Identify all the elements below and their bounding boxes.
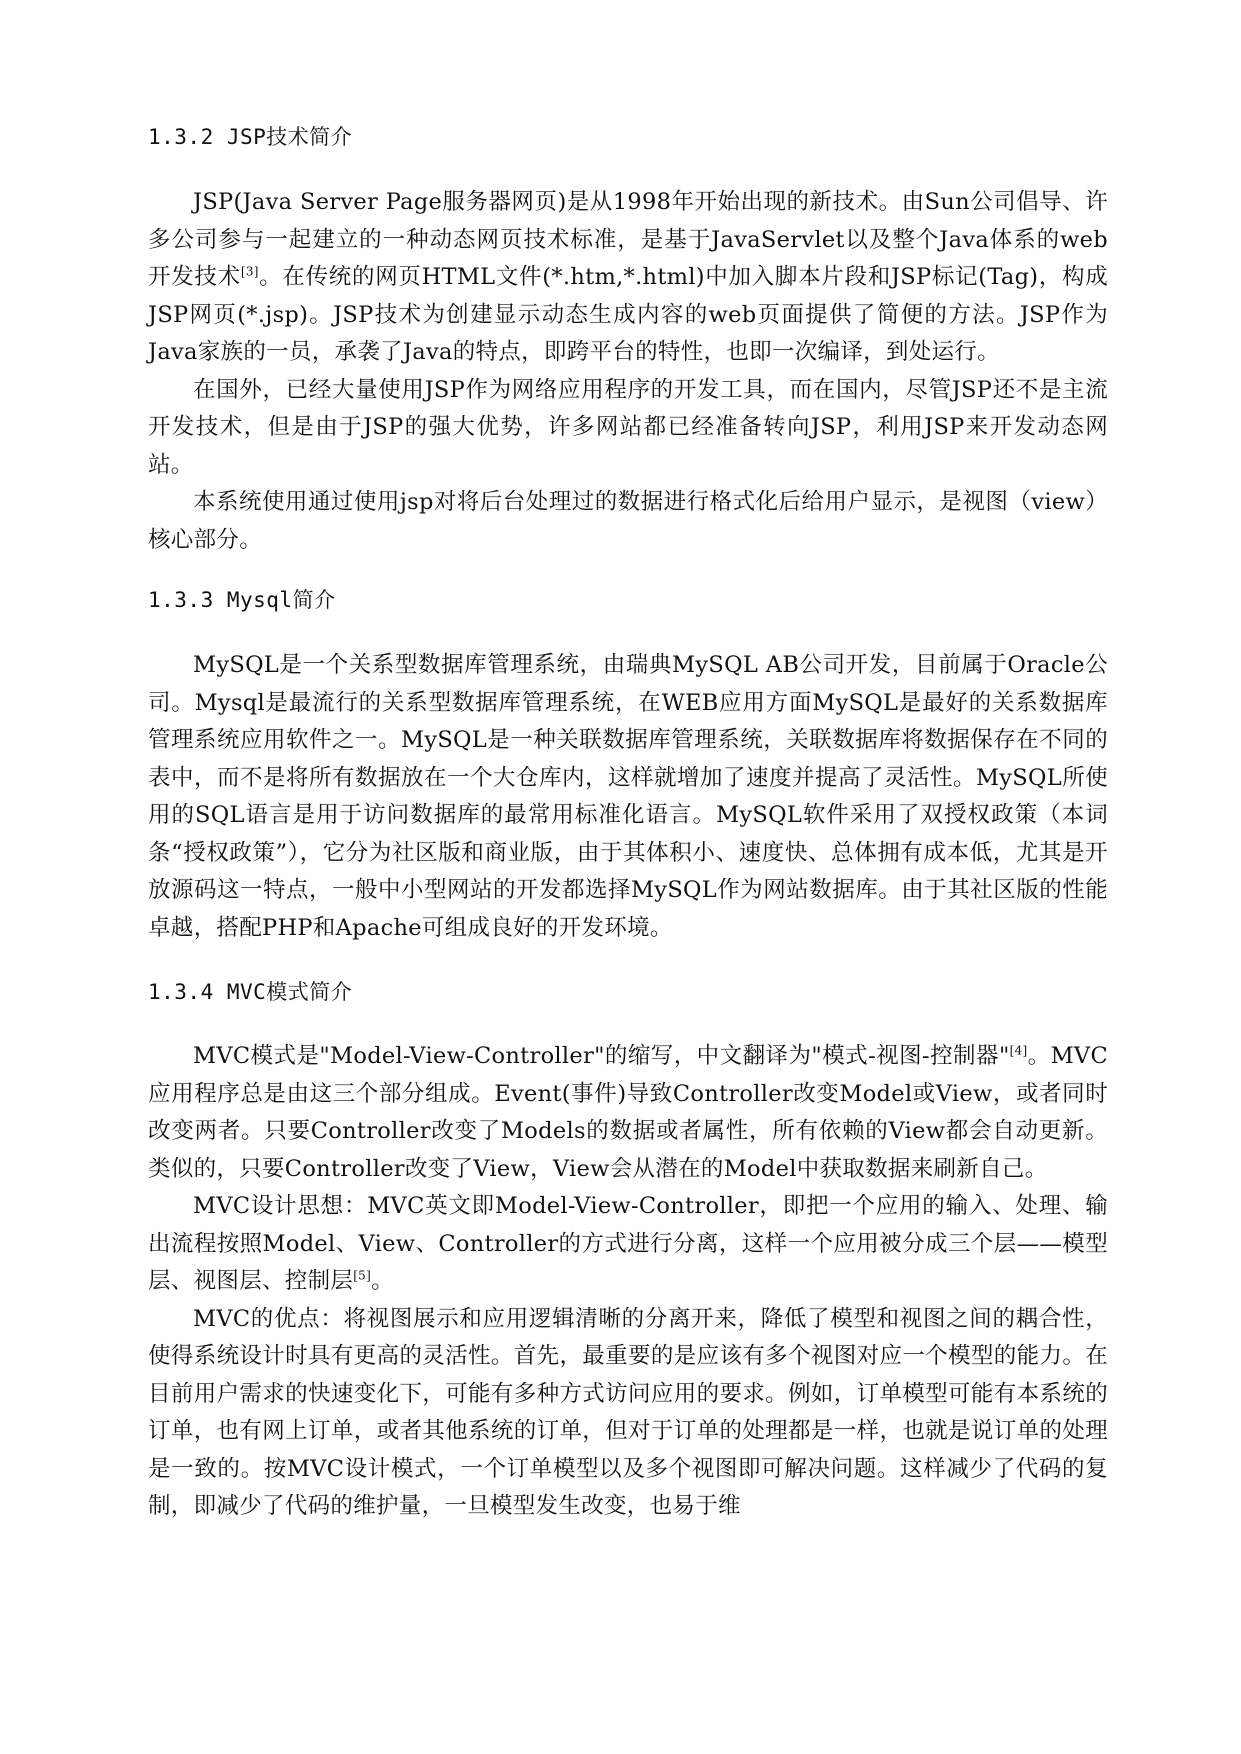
citation-ref: [5] — [353, 1268, 372, 1283]
section-heading-mvc: 1.3.4 MVC模式简介 — [148, 980, 353, 1004]
paragraph-jsp-usage — [148, 372, 1108, 485]
paragraph-mysql — [148, 647, 1108, 947]
text-run: MVC模式是"Model-View-Controller"的缩写，中文翻译为"模式-视图-控制器" — [193, 1043, 1010, 1069]
document-page — [148, 122, 1108, 1526]
text-run: 。在传统的网页HTML文件(*.htm,*.html)中加入脚本片段和JSP标记(Tag)，构成JSP网页(*.jsp)。JSP技术为创建显示动态生成内容的web页面提供了简便的方法。JSP作为Java家族的一员，承袭了Java的特点，即跨平台的特性，也即一次编译，到处运行。 — [148, 264, 1109, 365]
text-run: 在国外，已经大量使用JSP作为网络应用程序的开发工具，而在国内，尽管JSP还不是主流开发技术，但是由于JSP的强大优势，许多网站都已经准备转向JSP，利用JSP来开发动态网站。 — [148, 376, 1108, 478]
paragraph-mvc-advantages — [148, 1301, 1108, 1526]
text-run: MVC的优点：将视图展示和应用逻辑清晰的分离开来，降低了模型和视图之间的耦合性，使得系统设计时具有更高的灵活性。首先，最重要的是应该有多个视图对应一个模型的能力。在目前用户需求的快速变化下，可能有多种方式访问应用的要求。例如，订单模型可能有本系统的订单，也有网上订单，或者其他系统的订单，但对于订单的处理都是一样，也就是说订单的处理是一致的。按MVC设计模式，一个订单模型以及多个视图即可解决问题。这样减少了代码的复制，即减少了代码的维护量，一旦模型发生改变，也易于维 — [148, 1305, 1108, 1519]
paragraph-mvc-intro — [148, 1038, 1108, 1188]
text-run: 本系统使用通过使用jsp对将后台处理过的数据进行格式化后给用户显示，是视图（view）核心部分。 — [148, 489, 1108, 553]
section-heading-jsp: 1.3.2 JSP技术简介 — [148, 125, 353, 149]
paragraph-mvc-design — [148, 1188, 1108, 1301]
text-run: 。 — [371, 1268, 394, 1294]
text-run: MySQL是一个关系型数据库管理系统，由瑞典MySQL AB公司开发，目前属于Oracle公司。Mysql是最流行的关系型数据库管理系统，在WEB应用方面MySQL是最好的关系数据库管理系统应用软件之一。MySQL是一种关联数据库管理系统，关联数据库将数据保存在不同的表中，而不是将所有数据放在一个大仓库内，这样就增加了速度并提高了灵活性。MySQL所使用的SQL语言是用于访问数据库的最常用标准化语言。MySQL软件采用了双授权政策（本词条“授权政策”），它分为社区版和商业版，由于其体积小、速度快、总体拥有成本低，尤其是开放源码这一特点，一般中小型网站的开发都选择MySQL作为网站数据库。由于其社区版的性能卓越，搭配PHP和Apache可组成良好的开发环境。 — [148, 652, 1108, 941]
text-run: MVC设计思想：MVC英文即Model-View-Controller，即把一个应用的输入、处理、输出流程按照Model、View、Controller的方式进行分离，这样一个应用被分成三个层——模型层、视图层、控制层 — [148, 1193, 1108, 1294]
paragraph-jsp-intro — [148, 184, 1108, 372]
paragraph-jsp-system — [148, 484, 1108, 559]
section-heading-mysql: 1.3.3 Mysql简介 — [148, 588, 336, 612]
text-run: 。MVC应用程序总是由这三个部分组成。Event(事件)导致Controller改变Model或View，或者同时改变两者。只要Controller改变了Models的数据或者属性，所有依赖的View都会自动更新。类似的，只要Controller改变了View，View会从潜在的Model中获取数据来刷新自己。 — [148, 1043, 1108, 1182]
citation-ref: [3] — [240, 264, 259, 279]
citation-ref: [4] — [1009, 1043, 1028, 1058]
text-run: JSP(Java Server Page服务器网页)是从1998年开始出现的新技术。由Sun公司倡导、许多公司参与一起建立的一种动态网页技术标准，是基于JavaServlet以及整个Java体系的web开发技术 — [148, 189, 1108, 290]
